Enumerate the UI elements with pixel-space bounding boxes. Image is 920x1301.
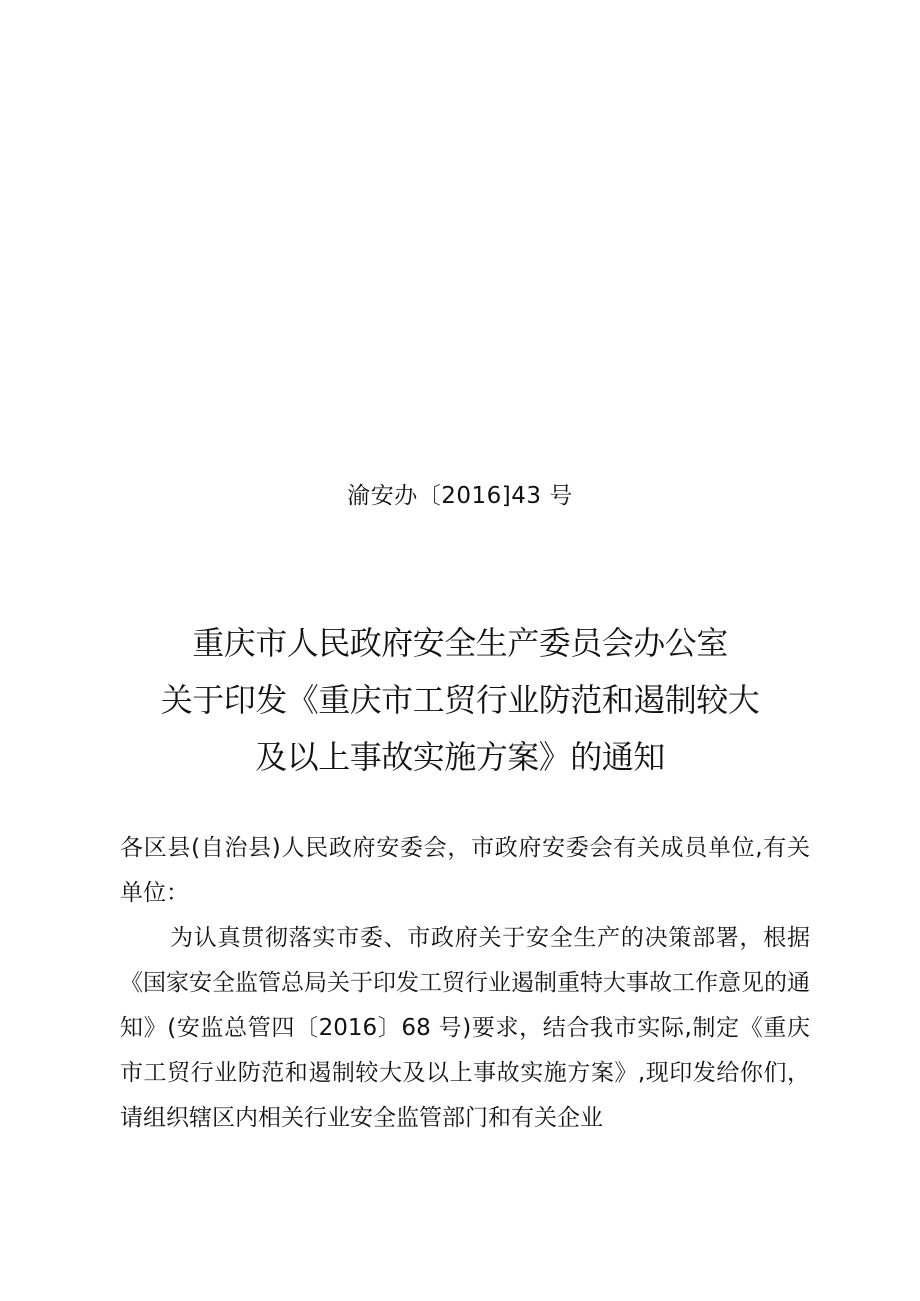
- body-paragraph: 为认真贯彻落实市委、市政府关于安全生产的决策部署，根据《国家安全监管总局关于印发工贸行业遏制重特大事故工作意见的通知》(安监总管四〔2016〕68 号)要求，结合我市实际,制定《重庆市工贸行业防范和遏制较大及以上事故实施方案》,现印发给你们，请组织辖区内相关行业安全监管部门和有关企业: [120, 925, 810, 1131]
- title-line-2: 关于印发《重庆市工贸行业防范和遏制较大: [160, 681, 760, 719]
- title-line-1: 重庆市人民政府安全生产委员会办公室: [192, 624, 728, 662]
- title-line-3: 及以上事故实施方案》的通知: [255, 738, 665, 776]
- document-title: [0, 615, 920, 786]
- salutation: 各区县(自治县)人民政府安委会，市政府安委会有关成员单位,有关单位：: [120, 835, 810, 906]
- document-number: 渝安办〔2016]43 号: [347, 483, 573, 509]
- document-body: [120, 826, 810, 1141]
